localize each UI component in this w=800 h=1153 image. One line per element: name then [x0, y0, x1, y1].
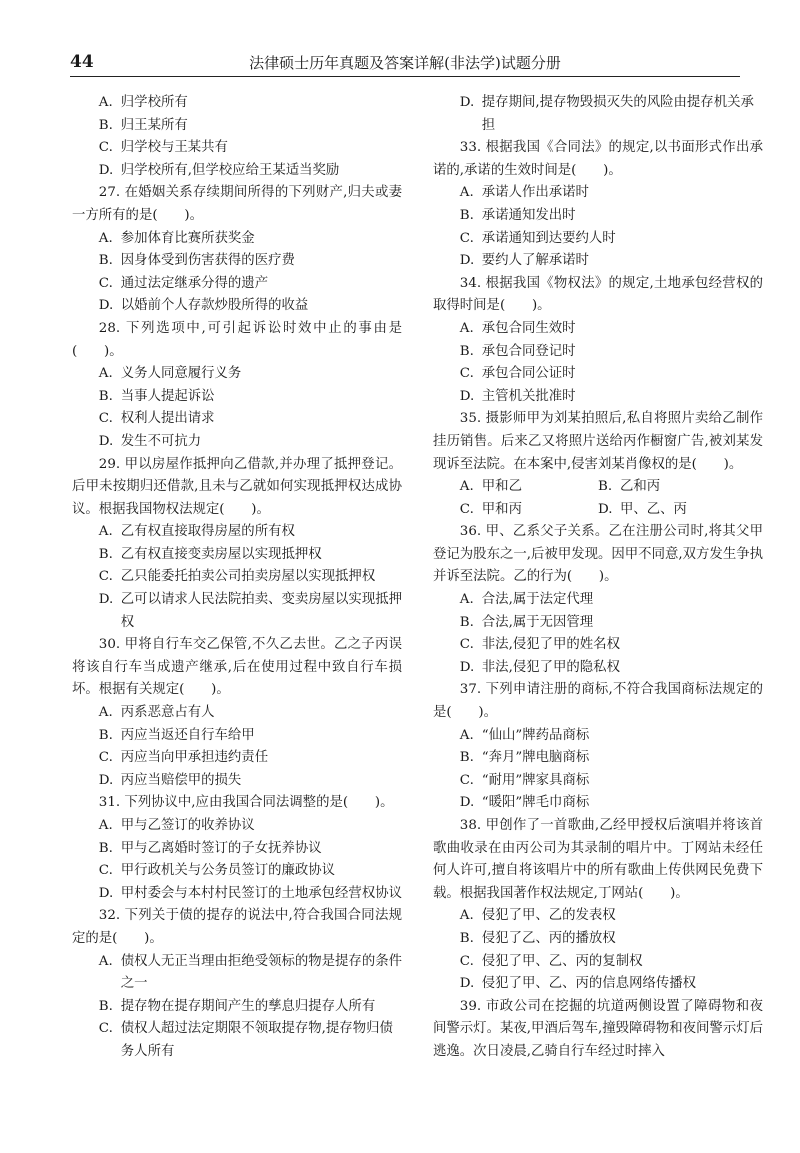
page-number: 44: [70, 52, 94, 72]
question-35: [433, 408, 763, 521]
option: B. “奔月”牌电脑商标: [459, 750, 590, 766]
question-stem: 33. 根据我国《合同法》的规定,以书面形式作出承诺的,承诺的生效时间是( )。: [433, 140, 763, 178]
option: A. 承诺人作出承诺时: [459, 185, 589, 201]
option: D. 归学校所有,但学校应给王某适当奖励: [98, 162, 340, 178]
option: B. 归王某所有: [98, 117, 188, 133]
option: B. 甲与乙离婚时签订的子女抚养协议: [98, 840, 322, 856]
option-row: [433, 476, 763, 499]
option: A. “仙山”牌药品商标: [459, 727, 590, 743]
option: D. 以婚前个人存款炒股所得的收益: [98, 298, 309, 314]
question-stem: 39. 市政公司在挖掘的坑道两侧设置了障碍物和夜间警示灯。某夜,甲酒后驾车,撞毁障碍物和夜间警示灯后逃逸。次日凌晨,乙骑自行车经过时摔入: [433, 998, 763, 1059]
option: D. 非法,侵犯了甲的隐私权: [459, 659, 620, 675]
option: C. 债权人超过法定期限不领取提存物,提存物归债务人所有: [98, 1021, 393, 1059]
option: D. 主管机关批准时: [459, 388, 576, 404]
option: A. 承包合同生效时: [459, 320, 576, 336]
option: A. 甲和乙: [459, 479, 522, 495]
option: D. “暖阳”牌毛巾商标: [459, 795, 590, 811]
option: D. 乙可以请求人民法院拍卖、变卖房屋以实现抵押权: [98, 592, 402, 630]
question-stem: 34. 根据我国《物权法》的规定,土地承包经营权的取得时间是( )。: [433, 275, 763, 314]
option: A. 甲与乙签订的收养协议: [98, 818, 255, 833]
option: C. “耐用”牌家具商标: [459, 772, 590, 788]
question-28: [72, 318, 402, 454]
question-32: [72, 905, 402, 1063]
question-stem: 37. 下列申请注册的商标,不符合我国商标法规定的是( )。: [433, 682, 763, 721]
question-26-options: [72, 92, 402, 182]
option: A. 归学校所有: [98, 95, 188, 110]
question-32-continued: [433, 92, 763, 137]
option: B. 承包合同登记时: [459, 343, 576, 359]
option: C. 通过法定继承分得的遗产: [98, 275, 269, 291]
option: B. 因身体受到伤害获得的医疗费: [98, 253, 295, 269]
option: B. 提存物在提存期间产生的孳息归提存人所有: [98, 998, 376, 1014]
option: D. 甲村委会与本村村民签订的土地承包经营权协议: [98, 885, 402, 901]
option: C. 非法,侵犯了甲的姓名权: [459, 637, 620, 653]
question-stem: 30. 甲将自行车交乙保管,不久乙去世。乙之子丙误将该自行车当成遗产继承,后在使用过程中致自行车损坏。根据有关规定( )。: [72, 637, 402, 698]
option: C. 归学校与王某共有: [98, 140, 228, 156]
question-stem: 38. 甲创作了一首歌曲,乙经甲授权后演唱并将该首歌曲收录在由丙公司为其录制的唱片中。丁网站未经任何人许可,擅自将该唱片中的所有歌曲上传供网民免费下载。根据我国著作权法规定,丁网站( )。: [433, 818, 763, 901]
question-39: [433, 996, 763, 1064]
option: B. 乙有权直接变卖房屋以实现抵押权: [98, 546, 322, 562]
option: A. 合法,属于法定代理: [459, 592, 594, 608]
question-stem: 36. 甲、乙系父子关系。乙在注册公司时,将其父甲登记为股东之一,后被甲发现。因甲不同意,双方发生争执并诉至法院。乙的行为( )。: [433, 524, 763, 585]
option: C. 权利人提出请求: [98, 411, 215, 427]
question-stem: 27. 在婚姻关系存续期间所得的下列财产,归夫或妻一方所有的是( )。: [72, 185, 402, 223]
option-row: [433, 499, 763, 522]
option: B. 承诺通知发出时: [459, 207, 576, 223]
left-column: [72, 92, 402, 1064]
option: A. 债权人无正当理由拒绝受领标的物是提存的条件之一: [98, 953, 402, 992]
option: B. 丙应当返还自行车给甲: [98, 727, 255, 743]
question-34: [433, 273, 763, 409]
question-29: [72, 454, 402, 635]
option: A. 丙系恶意占有人: [98, 705, 215, 721]
option: A. 参加体育比赛所获奖金: [98, 230, 255, 246]
option: D. 甲、乙、丙: [598, 501, 687, 517]
option: C. 承包合同公证时: [459, 366, 576, 382]
question-36: [433, 521, 763, 679]
option: D. 丙应当赔偿甲的损失: [98, 772, 242, 788]
option: B. 合法,属于无因管理: [459, 614, 594, 630]
question-stem: 35. 摄影师甲为刘某拍照后,私自将照片卖给乙制作挂历销售。后来乙又将照片送给丙作橱窗广告,被刘某发现诉至法院。在本案中,侵害刘某肖像权的是( )。: [433, 411, 763, 472]
option: C. 承诺通知到达要约人时: [459, 230, 616, 246]
option: C. 乙只能委托拍卖公司拍卖房屋以实现抵押权: [98, 569, 376, 585]
option: B. 乙和丙: [598, 479, 661, 495]
option: D. 要约人了解承诺时: [459, 253, 589, 269]
question-38: [433, 815, 763, 996]
question-stem: 29. 甲以房屋作抵押向乙借款,并办理了抵押登记。后甲未按期归还借款,且未与乙就如何实现抵押权达成协议。根据我国物权法规定( )。: [72, 456, 402, 517]
question-27: [72, 182, 402, 318]
question-stem: 31. 下列协议中,应由我国合同法调整的是( )。: [98, 795, 394, 811]
question-33: [433, 137, 763, 273]
question-37: [433, 679, 763, 815]
option: C. 甲行政机关与公务员签订的廉政协议: [98, 863, 336, 879]
page-header: [70, 50, 740, 77]
book-title: 法律硕士历年真题及答案详解(非法学)试题分册: [249, 54, 561, 72]
option: B. 侵犯了乙、丙的播放权: [459, 930, 616, 946]
question-30: [72, 634, 402, 792]
option: A. 义务人同意履行义务: [98, 366, 242, 382]
right-column: [433, 92, 763, 1064]
question-stem: 28. 下列选项中,可引起诉讼时效中止的事由是( )。: [72, 320, 402, 359]
option: C. 甲和丙: [459, 501, 522, 517]
option: D. 提存期间,提存物毁损灭失的风险由提存机关承担: [459, 95, 754, 133]
option: B. 当事人提起诉讼: [98, 388, 215, 404]
option: A. 侵犯了甲、乙的发表权: [459, 908, 616, 924]
question-stem: 32. 下列关于债的提存的说法中,符合我国合同法规定的是( )。: [72, 908, 402, 946]
question-31: [72, 792, 402, 905]
option: A. 乙有权直接取得房屋的所有权: [98, 524, 295, 540]
option: C. 丙应当向甲承担违约责任: [98, 750, 269, 766]
option: C. 侵犯了甲、乙、丙的复制权: [459, 953, 643, 969]
option: D. 侵犯了甲、乙、丙的信息网络传播权: [459, 976, 697, 992]
option: D. 发生不可抗力: [98, 433, 202, 449]
